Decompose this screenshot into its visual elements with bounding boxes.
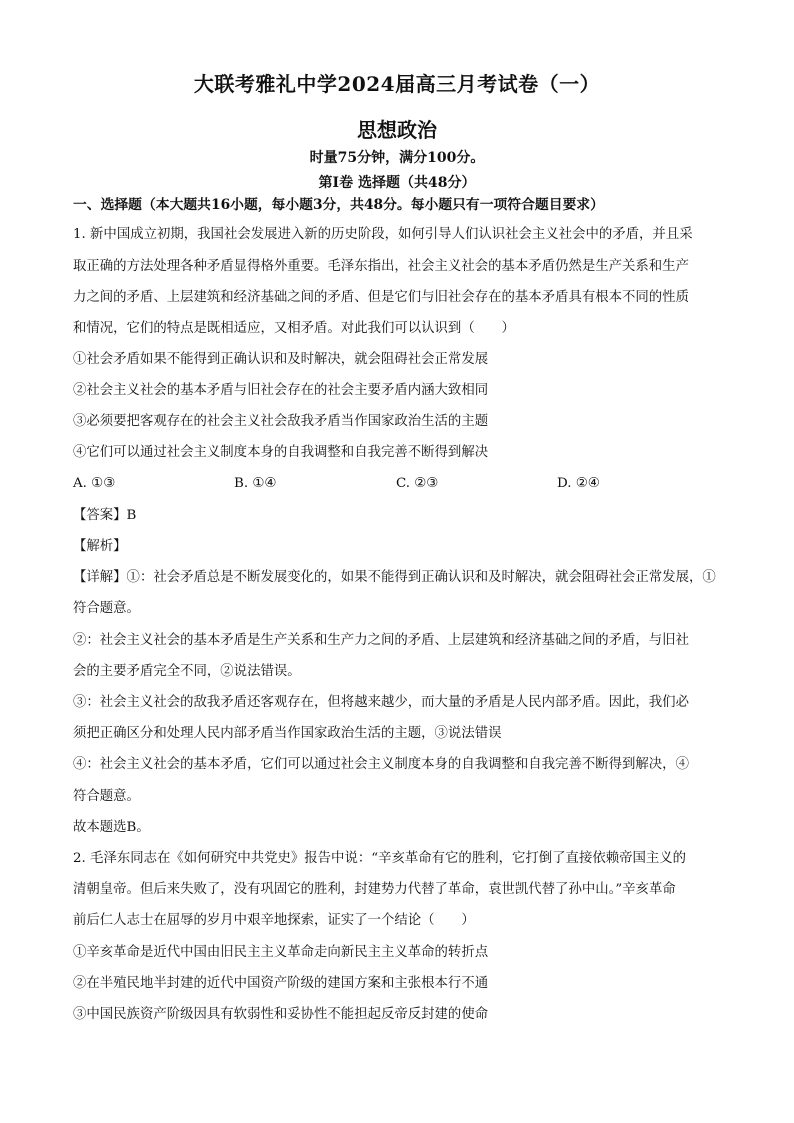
q1-detail-line: 【详解】①：社会矛盾总是不断发展变化的，如果不能得到正确认识和及时解决，就会阻碍社会正常发展，① [73,570,716,585]
q2-item: ①辛亥革命是近代中国由旧民主主义革命走向新民主主义革命的转折点 [73,945,489,960]
section-heading: 一、选择题（本大题共16小题，每小题3分，共48分。每小题只有一项符合题目要求） [73,197,604,213]
q2-item: ②在半殖民地半封建的近代中国资产阶级的建国方案和主张根本行不通 [73,976,489,991]
q1-stem-line: 1. 新中国成立初期，我国社会发展进入新的历史阶段，如何引导人们认识社会主义社会中的矛盾，并且采 [73,227,693,242]
q1-option-d: D. ②④ [557,476,600,491]
q2-stem-line: 清朝皇帝。但后来失败了，没有巩固它的胜利，封建势力代替了革命，袁世凯代替了孙中山。”辛亥革命 [73,882,676,897]
q1-item: ③必须要把客观存在的社会主义社会敌我矛盾当作国家政治生活的主题 [73,414,489,429]
q1-answer: 【答案】B [73,508,137,523]
q1-option-b: B. ①④ [234,476,277,491]
q1-item: ④它们可以通过社会主义制度本身的自我调整和自我完善不断得到解决 [73,445,489,460]
q1-detail-line: 符合题意。 [73,789,140,804]
q1-detail-line: 故本题选B。 [73,820,150,835]
q1-stem-line: 力之间的矛盾、上层建筑和经济基础之间的矛盾、但是它们与旧社会存在的基本矛盾具有根本不同的性质 [73,290,689,305]
q1-detail-line: 会的主要矛盾完全不同，②说法错误。 [73,664,301,679]
q1-detail-line: 符合题意。 [73,601,140,616]
q2-stem-line: 2. 毛泽东同志在《如何研究中共党史》报告中说：“辛亥革命有它的胜利，它打倒了直接依赖帝国主义的 [73,851,687,866]
exam-title: 大联考雅礼中学2024届高三月考试卷（一） [193,72,601,96]
q1-item: ②社会主义社会的基本矛盾与旧社会存在的社会主要矛盾内涵大致相同 [73,383,489,398]
q2-item: ③中国民族资产阶级因具有软弱性和妥协性不能担起反帝反封建的使命 [73,1007,489,1022]
q1-option-a: A. ①③ [73,476,116,491]
q1-stem-line: 和情况，它们的特点是既相适应，又相矛盾。对此我们可以认识到（ ） [73,321,515,336]
q1-detail-line: ④：社会主义社会的基本矛盾，它们可以通过社会主义制度本身的自我调整和自我完善不断得到解决，④ [73,757,689,772]
subject-title: 思想政治 [357,118,437,142]
q1-detail-line: ③：社会主义社会的敌我矛盾还客观存在，但将越来越少，而大量的矛盾是人民内部矛盾。因此，我们必 [73,695,689,710]
q1-option-c: C. ②③ [396,476,439,491]
q1-stem-line: 取正确的方法处理各种矛盾显得格外重要。毛泽东指出，社会主义社会的基本矛盾仍然是生产关系和生产 [73,259,689,274]
time-info: 时量75分钟，满分100分。 [309,150,485,166]
q1-item: ①社会矛盾如果不能得到正确认识和及时解决，就会阻碍社会正常发展 [73,352,489,367]
q2-stem-line: 前后仁人志士在屈辱的岁月中艰辛地探索，证实了一个结论（ ） [73,913,475,928]
part-title: 第Ⅰ卷 选择题（共48分） [318,175,476,191]
q1-detail-line: ②：社会主义社会的基本矛盾是生产关系和生产力之间的矛盾、上层建筑和经济基础之间的矛盾，与旧社 [73,633,689,648]
q1-analysis-label: 【解析】 [73,539,127,554]
q1-detail-line: 须把正确区分和处理人民内部矛盾当作国家政治生活的主题，③说法错误 [73,726,502,741]
